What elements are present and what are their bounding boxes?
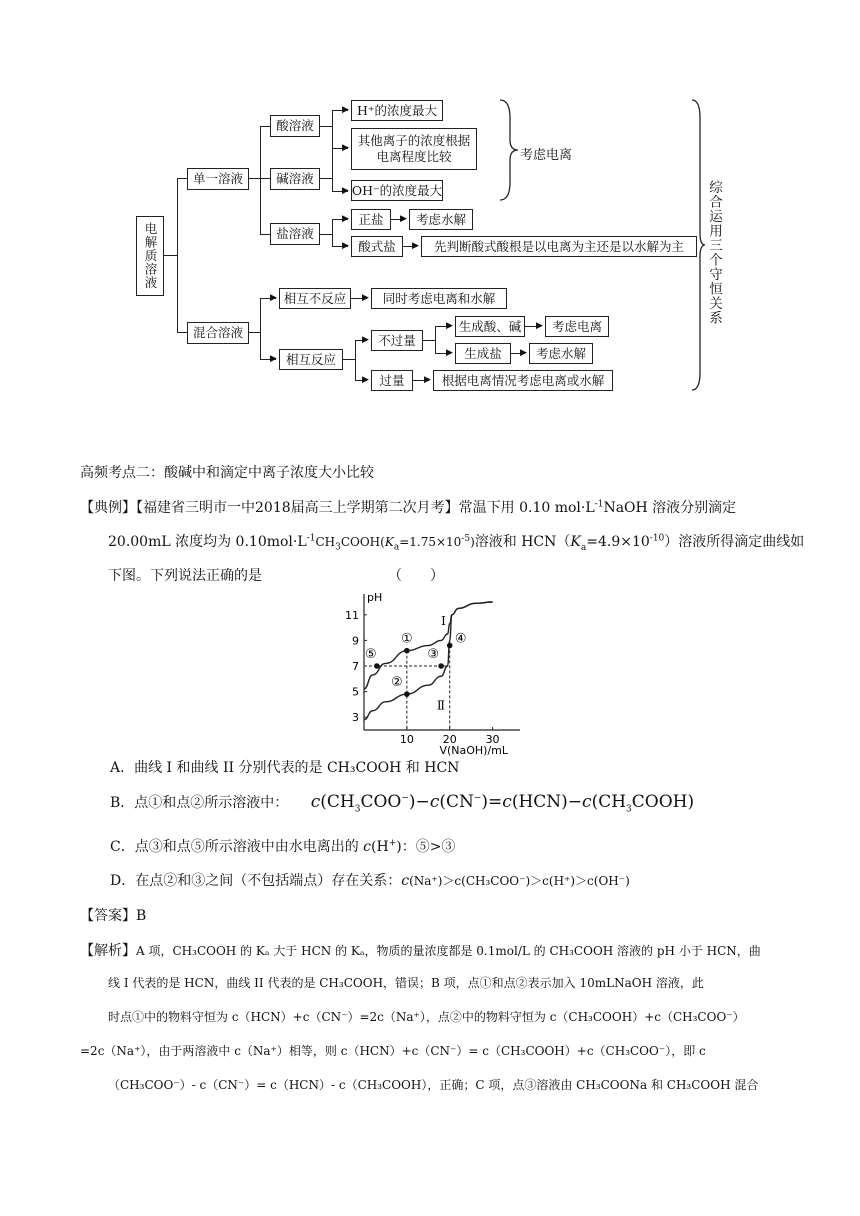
example-tag: 【典例】 xyxy=(80,500,136,516)
side-label: 综合运用三个守恒关系 xyxy=(706,180,722,325)
connector xyxy=(164,255,178,256)
example-source: 【福建省三明市一中2018届高三上学期第二次月考】 xyxy=(136,500,459,516)
y-tick-label: 5 xyxy=(352,685,359,699)
point-label: ③ xyxy=(427,647,439,662)
y-axis-label: pH xyxy=(367,591,383,604)
point-marker xyxy=(374,663,380,669)
h-max-box: H⁺的浓度最大 xyxy=(351,100,443,121)
connector xyxy=(177,332,187,333)
root-box: 电解质溶液 xyxy=(136,216,164,296)
consider-ionization-label: 考虑电离 xyxy=(520,148,573,163)
choice-c: C．点③和点⑤所示溶液中由水电离出的 c(H+)：⑤>③ xyxy=(110,838,456,855)
x-tick-label: 20 xyxy=(442,733,457,746)
connector xyxy=(177,178,178,332)
point-marker xyxy=(404,648,410,654)
x-axis-label: V(NaOH)/mL xyxy=(439,744,508,757)
point-marker xyxy=(447,643,453,649)
answer: 【答案】B xyxy=(80,908,147,924)
analysis-tag: 【解析】 xyxy=(80,943,136,959)
choice-d-text: D．在点②和③之间（不包括端点）存在关系： xyxy=(110,873,402,889)
point-label: ④ xyxy=(454,631,467,647)
excess-box: 过量 xyxy=(371,370,413,391)
excess-note-box: 根据电离情况考虑电离或水解 xyxy=(433,370,613,391)
analysis-line2: 线 I 代表的是 HCN，曲线 II 代表的是 CH₃COOH，错误；B 项，点①和点②表示加入 10mLNaOH 溶液，此 xyxy=(108,976,704,990)
analysis-line4: =2c（Na⁺），由于两溶液中 c（Na⁺）相等，则 c（HCN）+c（CN⁻）= c（CH₃COOH）+c（CH₃COO⁻），即 c xyxy=(80,1044,706,1058)
x-tick-label: 10 xyxy=(399,733,414,746)
choice-c-tail: ：⑤>③ xyxy=(401,839,456,855)
choice-c-text: C．点③和点⑤所示溶液中由水电离出的 xyxy=(110,839,359,855)
analysis-line5: （CH₃COO⁻）- c（CN⁻）= c（HCN）- c（CH₃COOH），正确；C 项，点③溶液由 CH₃COONa 和 CH₃COOH 混合 xyxy=(108,1078,759,1092)
choice-a: A．曲线 I 和曲线 II 分别代表的是 CH₃COOH 和 HCN xyxy=(110,760,460,776)
normal-salt-box: 正盐 xyxy=(351,209,391,230)
example-text-1: 常温下用 0.10 mol·L xyxy=(458,500,595,516)
connector xyxy=(177,178,187,179)
gen-salt-box: 生成盐 xyxy=(455,343,511,364)
no-reaction-box: 相互不反应 xyxy=(279,288,351,309)
brace-icon xyxy=(498,98,520,202)
point-marker xyxy=(404,691,410,697)
choice-b xyxy=(110,792,694,814)
choice-d: D．在点②和③之间（不包括端点）存在关系：c(Na⁺)＞c(CH₃COO⁻)＞c(H⁺)＞c(OH⁻) xyxy=(110,873,630,889)
consider-hydrolysis2-box: 考虑水解 xyxy=(529,343,593,364)
consider-hydrolysis-box: 考虑水解 xyxy=(409,209,473,230)
curve-label-1: Ⅰ xyxy=(441,614,446,629)
analysis-text-1: A 项，CH₃COOH 的 Kₐ 大于 HCN 的 Kₐ，物质的量浓度都是 0.1mol/L 的 CH₃COOH 溶液的 pH 小于 HCN，曲 xyxy=(136,944,761,958)
reaction-box: 相互反应 xyxy=(279,349,343,370)
single-solution-box: 单一溶液 xyxy=(187,168,249,190)
base-solution-box: 碱溶液 xyxy=(270,168,320,190)
point-label: ① xyxy=(401,631,413,647)
y-tick-label: 3 xyxy=(352,711,359,725)
example-line2: 20.00mL 浓度均为 $0.10mol\cdot L^{-1}CH_3COOH(K_a=1.75\times 10^{-5})$溶液和 $HCN(K_a=4.9\times 10^{-10})$溶液所得滴定曲线如 xyxy=(108,533,805,553)
example-text-2: 20.00mL 浓度均为 0.10mol·L xyxy=(108,534,307,550)
point-marker xyxy=(438,663,444,669)
choice-b-prefix: B．点①和点②所示溶液中： xyxy=(110,795,289,811)
analysis-line3: 时点①中的物料守恒为 c（HCN）+c（CN⁻）=2c（Na⁺），点②中的物料守恒为 c（CH₃COOH）+c（CH₃COO⁻） xyxy=(108,1010,745,1024)
example-line3 xyxy=(108,565,262,585)
other-ions-box xyxy=(351,128,477,170)
other-ions-line1: 其他离子的浓度根据 xyxy=(357,133,471,148)
acid-salt-note-box: 先判断酸式酸根是以电离为主还是以水解为主 xyxy=(421,236,697,257)
consider-both-box: 同时考虑电离和水解 xyxy=(371,288,507,309)
not-excess-box: 不过量 xyxy=(371,330,423,351)
analysis-line1 xyxy=(80,940,761,960)
oh-max-box: OH⁻的浓度最大 xyxy=(351,180,443,201)
example-text-3: 下图。下列说法正确的是 xyxy=(108,568,262,584)
acid-salt-box: 酸式盐 xyxy=(351,236,403,257)
y-tick-label: 11 xyxy=(345,608,359,622)
salt-solution-box: 盐溶液 xyxy=(270,223,320,245)
answer-paren: （ ） xyxy=(388,568,444,584)
section-title: 高频考点二：酸碱中和滴定中离子浓度大小比较 xyxy=(80,465,374,481)
curve-1 xyxy=(364,602,493,689)
example-text-1b: NaOH 溶液分别滴定 xyxy=(603,500,737,516)
gen-acid-base-box: 生成酸、碱 xyxy=(455,316,525,337)
choice-b-formula: $c(CH_3COO^-)-c(CN^-)=c(HCN)-c(CH_3COOH)$ xyxy=(310,792,695,815)
titration-chart xyxy=(336,588,532,757)
point-label: ② xyxy=(391,675,403,691)
mixed-solution-box: 混合溶液 xyxy=(187,322,249,344)
example-line1: 【典例】【福建省三明市一中2018届高三上学期第二次月考】常温下用 0.10 $mol\cdot L^{-1}NaOH$ 溶液分别滴定 xyxy=(80,499,737,516)
right-brace-icon xyxy=(690,98,706,392)
point-label: ⑤ xyxy=(365,647,377,662)
y-tick-label: 7 xyxy=(352,660,359,673)
acid-solution-box: 酸溶液 xyxy=(270,115,320,137)
y-tick-label: 9 xyxy=(352,634,359,648)
choice-d-expr: (Na⁺)＞c(CH₃COO⁻)＞c(H⁺)＞c(OH⁻) xyxy=(409,874,630,888)
curve-label-2: Ⅱ xyxy=(436,698,446,713)
x-tick-label: 30 xyxy=(485,733,500,746)
other-ions-line2: 电离程度比较 xyxy=(376,149,452,164)
consider-ionization-box: 考虑电离 xyxy=(545,316,609,337)
